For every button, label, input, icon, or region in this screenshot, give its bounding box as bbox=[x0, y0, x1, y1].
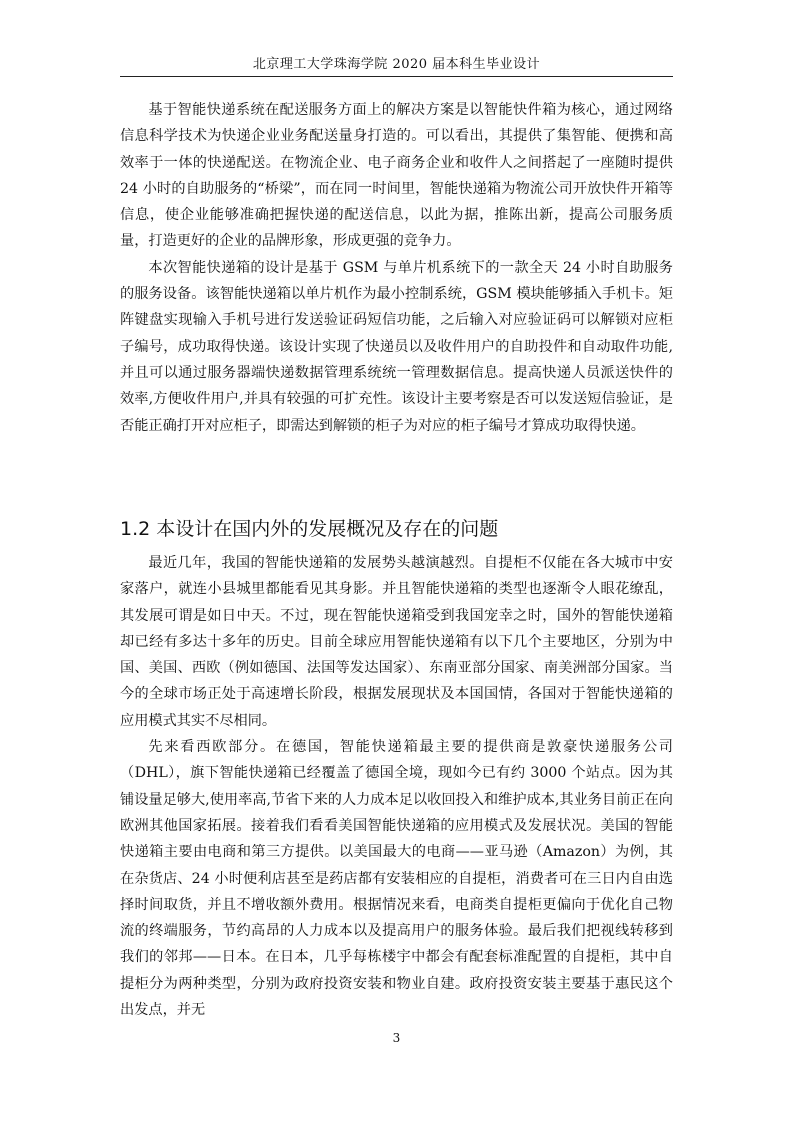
section-heading: 1.2 本设计在国内外的发展概况及存在的问题 bbox=[120, 518, 499, 540]
page-number: 3 bbox=[392, 1031, 401, 1045]
paragraph: 最近几年，我国的智能快递箱的发展势头越演越烈。自提柜不仅能在各大城市中安家落户，就连小县城里都能看见其身影。并且智能快递箱的类型也逐渐令人眼花缭乱，其发展可谓是如日中天。不过，现在智能快递箱受到我国宠幸之时，国外的智能快递箱却已经有多达十多年的历史。目前全球应用智能快递箱有以下几个主要地区，分别为中国、美国、西欧（例如德国、法国等发达国家）、东南亚部分国家、南美洲部分国家。当今的全球市场正处于高速增长阶段，根据发展现状及本国国情，各国对于智能快递箱的应用模式其实不尽相同。 bbox=[120, 555, 673, 729]
paragraph: 本次智能快递箱的设计是基于 GSM 与单片机系统下的一款全天 24 小时自助服务的服务设备。该智能快递箱以单片机作为最小控制系统，GSM 模块能够插入手机卡。矩阵键盘实现输入手机号进行发送验证码短信功能，之后输入对应验证码可以解锁对应柜子编号，成功取得快递。该设计实现了快递员以及收件用户的自助投件和自动取件功能,并且可以通过服务器端快递数据管理系统统一管理数据信息。提高快递人员派送快件的效率,方便收件用户,并具有较强的可扩充性。该设计主要考察是否可以发送短信验证，是否能正确打开对应柜子，即需达到解锁的柜子为对应的柜子编号才算成功取得快递。 bbox=[120, 259, 673, 434]
page-header: 北京理工大学珠海学院 2020 届本科生毕业设计 bbox=[252, 57, 541, 72]
intro-body bbox=[120, 97, 673, 439]
paragraph: 先来看西欧部分。在德国，智能快递箱最主要的提供商是敦豪快递服务公司（DHL），旗下智能快递箱已经覆盖了德国全境，现如今已有约 3000 个站点。因为其铺设量足够大,使用率高,节省下来的人力成本足以收回投入和维护成本,其业务目前正在向欧洲其他国家拓展。接着我们看看美国智能快递箱的应用模式及发展状况。美国的智能快递箱主要由电商和第三方提供。以美国最大的电商——亚马逊（Amazon）为例，其在杂货店、24 小时便利店甚至是药店都有安装相应的自提柜，消费者可在三日内自由选择时间取货，并且不增收额外费用。根据情况来看，电商类自提柜更偏向于优化自己物流的终端服务，节约高昂的人力成本以及提高用户的服务体验。最后我们把视线转移到我们的邻邦——日本。在日本，几乎每栋楼宇中都会有配套标准配置的自提柜，其中自提柜分为两种类型，分别为政府投资安装和物业自建。政府投资安装主要基于惠民这个出发点，并无 bbox=[120, 739, 673, 1019]
section-body bbox=[120, 550, 673, 1023]
header-divider bbox=[120, 76, 673, 77]
paragraph: 基于智能快递系统在配送服务方面上的解决方案是以智能快件箱为核心，通过网络信息科学技术为快递企业业务配送量身打造的。可以看出，其提供了集智能、便携和高效率于一体的快递配送。在物流企业、电子商务企业和收件人之间搭起了一座随时提供 24 小时的自助服务的“桥梁”，而在同一时间里，智能快递箱为物流公司开放快件开箱等信息，使企业能够准确把握快递的配送信息，以此为据，推陈出新，提高公司服务质量，打造更好的企业的品牌形象，形成更强的竞争力。 bbox=[120, 102, 673, 250]
